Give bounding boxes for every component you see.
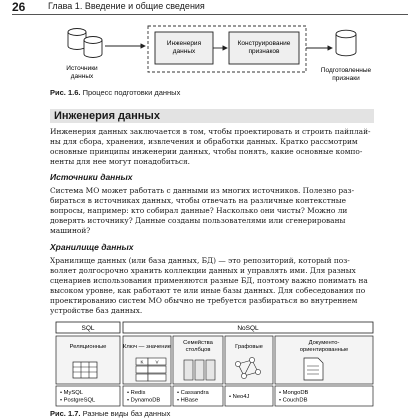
database-icon: [84, 37, 102, 58]
table-grid-icon: [73, 362, 97, 378]
key-value-icon: [136, 358, 166, 381]
subsection-title-sources: Источники данных: [50, 172, 133, 182]
db-type-label: Реляционные: [69, 344, 107, 350]
output-label-2: признаки: [332, 75, 360, 82]
output-label-1: Подготовленные: [320, 67, 372, 74]
value-label: V: [155, 359, 159, 365]
text-line: проектированию систем МО обычно не требуется разбираться во внутреннем: [50, 296, 358, 305]
intro-paragraph: [50, 127, 372, 167]
storage-paragraph: [50, 256, 372, 316]
text-line: воляет долгосрочно хранить коллекции данных и управлять ими. Для разных: [50, 266, 356, 275]
caption-text: Процесс подготовки данных: [82, 88, 181, 97]
figure-caption: [50, 88, 180, 97]
nosql-label: NoSQL: [237, 325, 259, 332]
caption-text: Разные виды баз данных: [82, 409, 171, 418]
db-type-label: Документо-: [308, 340, 340, 346]
engineering-label-2: данных: [172, 48, 196, 55]
database-icon: [68, 29, 86, 50]
sources-label-1: Источники: [66, 65, 98, 72]
db-example: • Cassandra: [177, 390, 209, 396]
db-example: • DynamoDB: [127, 397, 161, 404]
sources-paragraph: [50, 186, 372, 236]
db-type-label: Графовые: [235, 344, 263, 350]
subsection-title-storage: Хранилище данных: [50, 242, 134, 252]
db-example: • MongoDB: [279, 390, 309, 396]
database-icon: [336, 30, 356, 56]
column-family-icon: [184, 360, 215, 380]
sql-label: SQL: [81, 325, 95, 332]
text-line: сценариев использования применяются разные БД, поэтому важно понимать на: [50, 276, 368, 285]
db-type-label: столбцов: [185, 347, 211, 353]
features-label-1: Конструирование: [237, 40, 291, 47]
text-line: Система МО может работать с данными из многих источников. Полезно раз-: [50, 186, 355, 195]
engineering-label-1: Инженерия: [166, 40, 202, 47]
caption-number: Рис. 1.6.: [50, 88, 81, 97]
running-header: [12, 0, 408, 15]
text-line: вопросы, например: кто собирал данные? Насколько они чисты? Можно ли: [50, 206, 348, 215]
figure-database-types: [0, 320, 420, 408]
db-example: • Redis: [127, 390, 146, 396]
db-example: • CouchDB: [279, 397, 308, 404]
text-line: устройстве баз данных.: [50, 306, 143, 315]
chapter-title: Глава 1. Введение и общие сведения: [48, 1, 205, 11]
page-number: 26: [12, 0, 26, 14]
caption-number: Рис. 1.7.: [50, 409, 81, 418]
db-example: • PostgreSQL: [60, 397, 96, 404]
key-label: K: [140, 359, 144, 365]
db-type-label: Семейства: [183, 340, 213, 346]
db-example: • MySQL: [60, 390, 83, 396]
section-title: Инженерия данных: [50, 109, 374, 123]
db-example: • Neo4J: [229, 394, 250, 400]
text-line: высоком уровне, как работают те или иные базы данных. Для собеседования по: [50, 286, 366, 295]
text-line: бираться в источниках данных, чтобы отвечать на различные контекстные: [50, 196, 347, 205]
db-type-label: Ключ — значение: [123, 344, 171, 350]
text-line: ны для сбора, хранения, извлечения и обработки данных. Кратко рассмотрим: [50, 137, 358, 146]
text-line: доверять источнику? Данные созданы пользователями или сгенерированы: [50, 216, 346, 225]
text-line: Инженерия данных заключается в том, чтобы проектировать и строить пайплай-: [50, 127, 371, 136]
text-line: машиной?: [50, 226, 91, 235]
text-line: Хранилище данных (или база данных, БД) — это репозиторий, который поз-: [50, 256, 350, 265]
figure-data-preparation: [0, 18, 420, 86]
text-line: основные принципы инженерии данных, чтобы понять, какие основные компо-: [50, 147, 363, 156]
text-line: ненты для нее могут понадобиться.: [50, 157, 191, 166]
document-icon: [304, 358, 323, 380]
db-type-label: ориентированные: [299, 347, 349, 353]
features-label-2: признаков: [248, 48, 280, 55]
db-example: • HBase: [177, 397, 199, 404]
sources-label-2: данных: [70, 73, 94, 80]
figure-caption: [50, 409, 170, 418]
